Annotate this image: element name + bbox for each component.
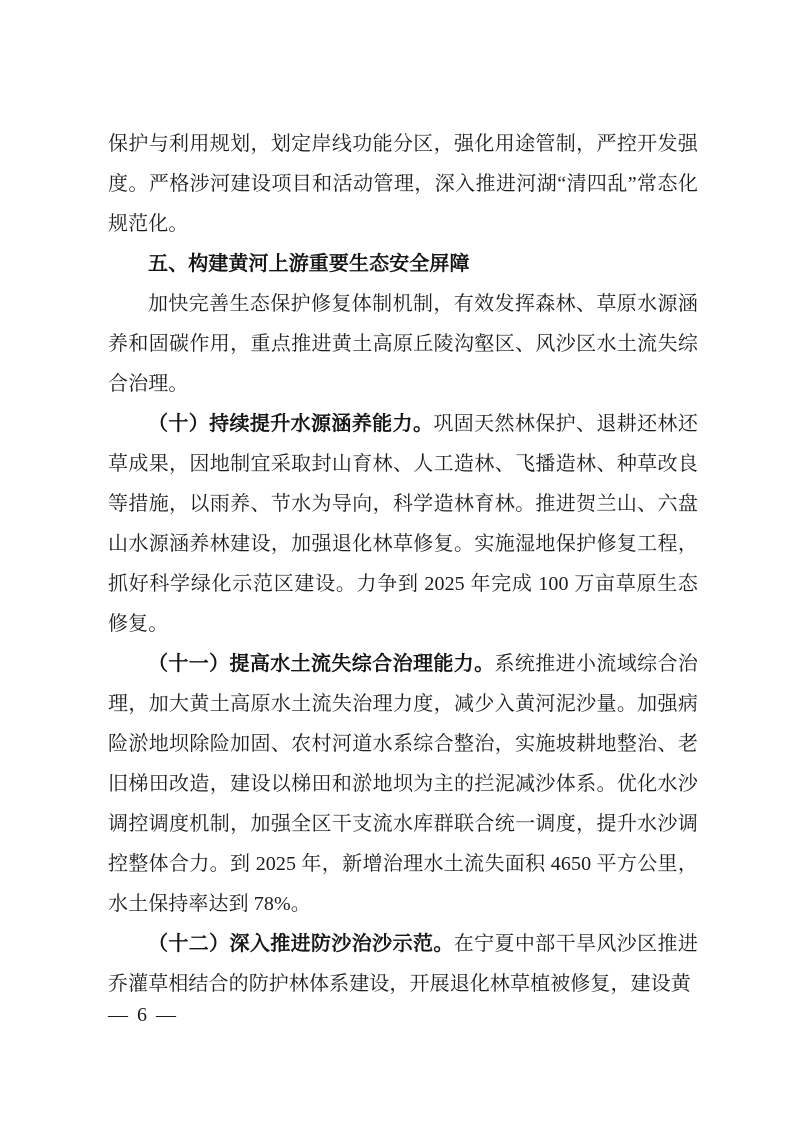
item-lead: （十一）提高水土流失综合治理能力。 bbox=[148, 653, 495, 675]
item-paragraph bbox=[108, 924, 698, 1004]
item-text: 巩固天然林保护、退耕还林还草成果，因地制宜采取封山育林、人工造林、飞播造林、种草改良等措施，以雨养、节水为导向，科学造林育林。推进贺兰山、六盘山水源涵养林建设，加强退化林草修复。实施湿地保护修复工程，抓好科学绿化示范区建设。力争到 2025 年完成 100 万亩草原生态修复。 bbox=[108, 413, 698, 635]
section-heading: 五、构建黄河上游重要生态安全屏障 bbox=[148, 253, 470, 275]
page-number: — 6 — bbox=[108, 1004, 178, 1026]
item-paragraph bbox=[108, 404, 698, 644]
item-paragraph bbox=[108, 644, 698, 924]
item-text: 在宁夏中部干旱风沙区推进乔灌草相结合的防护林体系建设，开展退化林草植被修复，建设黄 bbox=[108, 933, 699, 995]
page-body bbox=[108, 124, 698, 1004]
item-lead: （十二）深入推进防沙治沙示范。 bbox=[148, 933, 454, 955]
paragraph-continued: 保护与利用规划，划定岸线功能分区，强化用途管制，严控开发强度。严格涉河建设项目和活动管理，深入推进河湖“清四乱”常态化规范化。 bbox=[108, 133, 698, 235]
item-lead: （十）持续提升水源涵养能力。 bbox=[148, 413, 434, 435]
item-text: 系统推进小流域综合治理，加大黄土高原水土流失治理力度，减少入黄河泥沙量。加强病险淤地坝除险加固、农村河道水系综合整治，实施坡耕地整治、老旧梯田改造，建设以梯田和淤地坝为主的拦泥减沙体系。优化水沙调控调度机制，加强全区干支流水库群联合统一调度，提升水沙调控整体合力。到 2025 年，新增治理水土流失面积 4650 平方公里，水土保持率达到 78%。 bbox=[108, 653, 699, 915]
paragraph: 加快完善生态保护修复体制机制，有效发挥森林、草原水源涵养和固碳作用，重点推进黄土高原丘陵沟壑区、风沙区水土流失综合治理。 bbox=[108, 293, 698, 395]
